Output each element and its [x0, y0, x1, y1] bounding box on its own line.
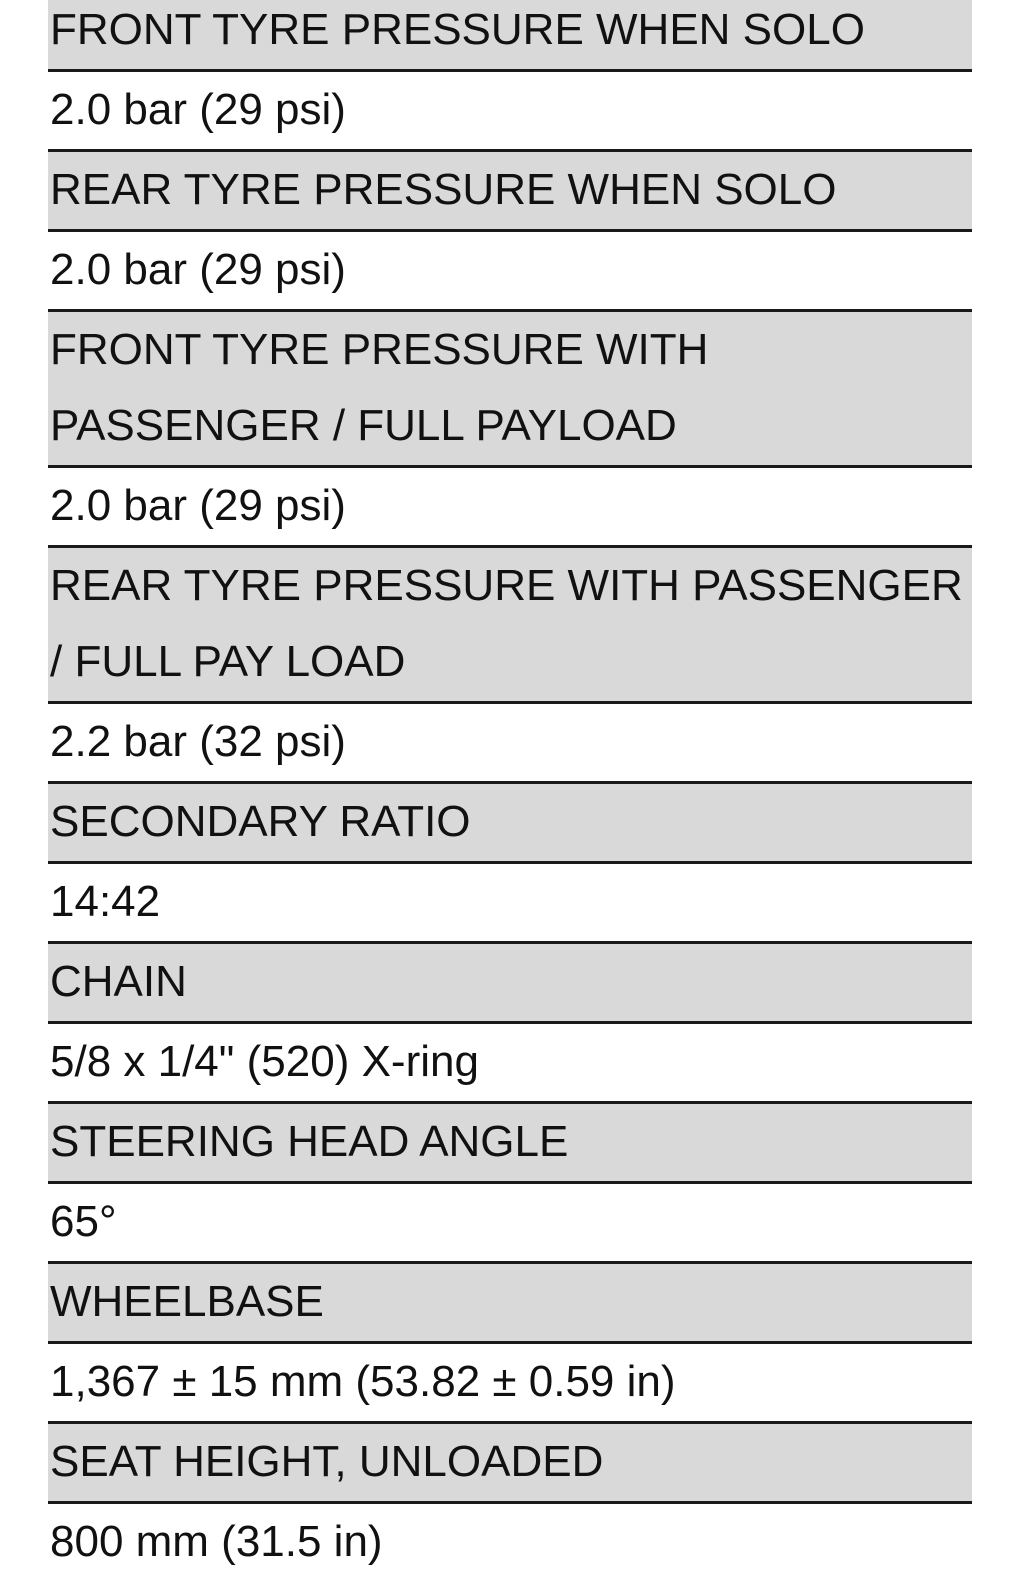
spec-label-steering-head-angle: STEERING HEAD ANGLE [48, 1104, 972, 1184]
spec-value-seat-height: 800 mm (31.5 in) [48, 1504, 972, 1584]
spec-label-front-tyre-solo: FRONT TYRE PRESSURE WHEN SOLO [48, 0, 972, 72]
spec-value-secondary-ratio: 14:42 [48, 864, 972, 944]
spec-table [48, 0, 972, 1584]
spec-label-secondary-ratio: SECONDARY RATIO [48, 784, 972, 864]
spec-label-chain: CHAIN [48, 944, 972, 1024]
spec-value-front-tyre-solo: 2.0 bar (29 psi) [48, 72, 972, 152]
spec-value-wheelbase: 1,367 ± 15 mm (53.82 ± 0.59 in) [48, 1344, 972, 1424]
spec-label-front-tyre-passenger: FRONT TYRE PRESSURE WITH PASSENGER / FULL PAYLOAD [48, 312, 972, 468]
spec-value-rear-tyre-solo: 2.0 bar (29 psi) [48, 232, 972, 312]
spec-value-steering-head-angle: 65° [48, 1184, 972, 1264]
spec-label-seat-height: SEAT HEIGHT, UNLOADED [48, 1424, 972, 1504]
spec-label-rear-tyre-passenger: REAR TYRE PRESSURE WITH PASSENGER / FULL PAY LOAD [48, 548, 972, 704]
spec-value-chain: 5/8 x 1/4" (520) X-ring [48, 1024, 972, 1104]
spec-label-wheelbase: WHEELBASE [48, 1264, 972, 1344]
spec-label-rear-tyre-solo: REAR TYRE PRESSURE WHEN SOLO [48, 152, 972, 232]
spec-value-rear-tyre-passenger: 2.2 bar (32 psi) [48, 704, 972, 784]
spec-value-front-tyre-passenger: 2.0 bar (29 psi) [48, 468, 972, 548]
